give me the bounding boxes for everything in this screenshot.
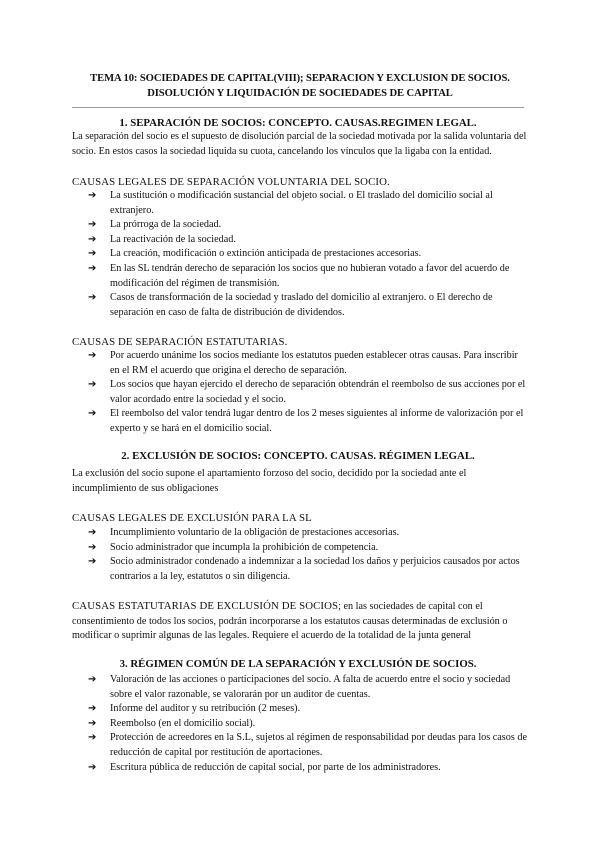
list-item: ➔ El reembolso del valor tendrá lugar dentro de los 2 meses siguientes al informe de valorización por el experto y se hará en el domicilio social. xyxy=(88,408,524,434)
list-item: ➔ Los socios que hayan ejercido el derecho de separación obtendrán el reembolso de sus acciones por el valor acordado entre la sociedad y el socio. xyxy=(88,379,526,405)
section-2-statutory-text: ; en las sociedades de capital con el consentimiento de todos los socios, podrán incorporarse a los estatutos causas determinadas de exclusión o modificar o suprimir algunas de las legales. Requiere el acuerdo de la totalidad de la junta general xyxy=(72,601,508,642)
arrow-right-icon: ➔ xyxy=(88,674,97,685)
document-title xyxy=(60,71,540,101)
section-1-heading: 1. SEPARACIÓN DE SOCIOS: CONCEPTO. CAUSAS.REGIMEN LEGAL. xyxy=(119,117,477,129)
list-item: ➔ Escritura pública de reducción de capital social, por parte de los administradores. xyxy=(88,761,528,776)
arrow-right-icon: ➔ xyxy=(88,379,97,391)
arrow-right-icon: ➔ xyxy=(88,717,97,729)
arrow-right-icon: ➔ xyxy=(88,732,97,744)
arrow-right-icon: ➔ xyxy=(88,248,97,260)
section-2-statutory-paragraph xyxy=(72,599,528,644)
list-item: ➔ Informe del auditor y su retribución (2 meses). xyxy=(88,702,528,717)
section-1-legal-heading: CAUSAS LEGALES DE SEPARACIÓN VOLUNTARIA DEL SOCIO. xyxy=(72,176,390,188)
section-2-intro: La exclusión del socio supone el apartamiento forzoso del socio, decidido por la sociedad ante el incumplimiento de sus obligaciones xyxy=(72,468,467,494)
arrow-right-icon: ➔ xyxy=(88,556,97,568)
section-2-statutory-heading: CAUSAS ESTATUTARIAS DE EXCLUSIÓN DE SOCIOS xyxy=(72,600,339,612)
arrow-right-icon: ➔ xyxy=(88,262,97,274)
list-item: ➔ Incumplimiento voluntario de la obligación de prestaciones accesorias. xyxy=(88,526,528,541)
arrow-right-icon: ➔ xyxy=(88,350,97,361)
list-item: ➔ La creación, modificación o extinción anticipada de prestaciones accesorias. xyxy=(88,247,528,262)
arrow-right-icon: ➔ xyxy=(88,233,97,245)
section-2-legal-list xyxy=(88,526,528,584)
arrow-right-icon: ➔ xyxy=(88,527,97,538)
list-item: ➔ Casos de transformación de la sociedad y traslado del domicilio al extranjero. o El derecho de separación en caso de falta de distribución de dividendos. xyxy=(88,292,493,318)
list-item: ➔ Socio administrador que incumpla la prohibición de competencia. xyxy=(88,541,528,556)
arrow-right-icon: ➔ xyxy=(88,408,97,420)
list-item: ➔ Reembolso (en el domicilio social). xyxy=(88,717,528,732)
arrow-right-icon: ➔ xyxy=(88,761,97,773)
list-item: ➔ La prórroga de la sociedad. xyxy=(88,218,528,233)
section-2-heading: 2. EXCLUSIÓN DE SOCIOS: CONCEPTO. CAUSAS. RÉGIMEN LEGAL. xyxy=(121,450,475,462)
list-item: ➔ La reactivación de la sociedad. xyxy=(88,233,528,248)
section-1-intro: La separación del socio es el supuesto de disolución parcial de la sociedad motivada por la salida voluntaria del socio. En estos casos la sociedad liquida su cuota, cancelando los vínculos que la ligaba con la entidad. xyxy=(72,131,527,157)
arrow-right-icon: ➔ xyxy=(88,219,97,231)
list-item: ➔ Por acuerdo unánime los socios mediante los estatutos pueden establecer otras causas. Para inscribir en el RM el acuerdo que origina el derecho de separación. xyxy=(88,350,518,376)
arrow-right-icon: ➔ xyxy=(88,703,97,715)
section-1-legal-list xyxy=(88,189,528,320)
title-line-2: DISOLUCIÓN Y LIQUIDACIÓN DE SOCIEDADES DE CAPITAL xyxy=(147,88,453,99)
section-1-statutory-heading: CAUSAS DE SEPARACIÓN ESTATUTARIAS. xyxy=(72,336,288,348)
section-1-statutory-list xyxy=(88,349,528,437)
arrow-right-icon: ➔ xyxy=(88,292,97,304)
title-line-1: TEMA 10: SOCIEDADES DE CAPITAL(VIII); SEPARACION Y EXCLUSION DE SOCIOS. xyxy=(90,73,510,84)
section-2-legal-heading: CAUSAS LEGALES DE EXCLUSIÓN PARA LA SL xyxy=(72,512,312,524)
arrow-right-icon: ➔ xyxy=(88,541,97,553)
list-item: ➔ Protección de acreedores en la S.L, sujetos al régimen de responsabilidad por deudas para los casos de reducción de capital por restitución de aportaciones. xyxy=(88,732,527,758)
list-item: ➔ En las SL tendrán derecho de separación los socios que no hubieran votado a favor del acuerdo de modificación del régimen de transmisión. xyxy=(88,262,510,289)
list-item: ➔ Socio administrador condenado a indemnizar a la sociedad los daños y perjuicios causados por actos contrarios a la ley, estatutos o sin diligencia. xyxy=(88,556,520,582)
list-item: ➔ La sustitución o modificación sustancial del objeto social. o El traslado del domicilio social al extranjero. xyxy=(88,190,493,216)
section-3-list xyxy=(88,673,528,775)
section-3-heading: 3. RÉGIMEN COMÚN DE LA SEPARACIÓN Y EXCLUSIÓN DE SOCIOS. xyxy=(119,658,477,670)
arrow-right-icon: ➔ xyxy=(88,190,97,201)
list-item: ➔ Valoración de las acciones o participaciones del socio. A falta de acuerdo entre el socio y sociedad sobre el valor razonable, se valorarán por un auditor de cuentas. xyxy=(88,674,511,700)
title-divider xyxy=(72,107,524,108)
